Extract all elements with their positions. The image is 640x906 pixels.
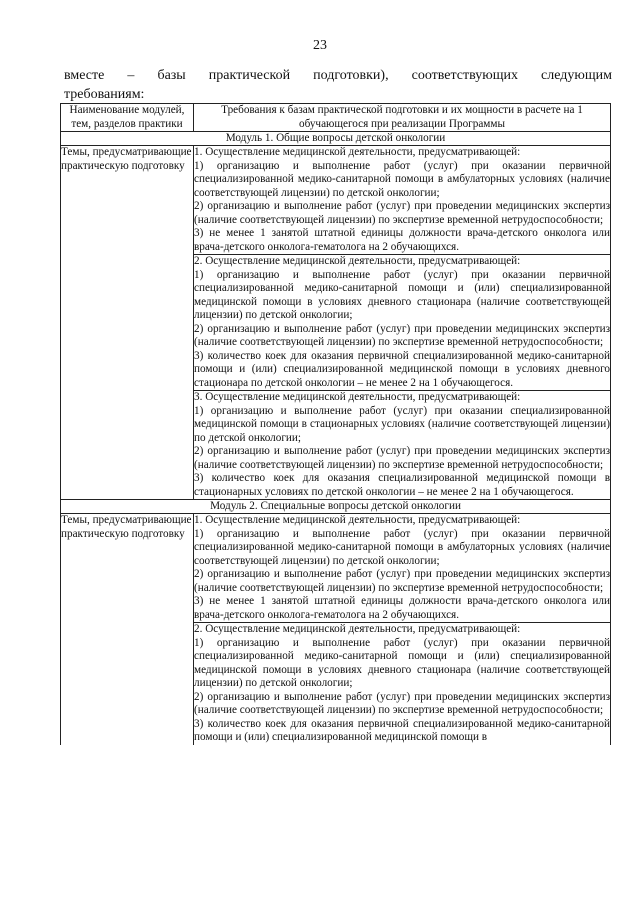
block-line: 3) количество коек для оказания первичной специализированной медико-санитарной помощи и (или) специализированной медицинской помощи в условиях дневного стационара по детской онкологии – не менее 2 на 1 обучающегося. — [194, 349, 610, 389]
module-1-block-1 — [194, 146, 611, 255]
module-1-row — [61, 132, 611, 146]
module-1-block-2 — [194, 255, 611, 391]
table-row — [61, 514, 611, 623]
block-line: 2. Осуществление медицинской деятельности, предусматривающей: — [194, 255, 521, 267]
module-2-title: Модуль 2. Специальные вопросы детской онкологии — [61, 500, 611, 514]
block-line: 3) количество коек для оказания первичной специализированной медико-санитарной помощи и (или) специализированной медицинской помощи в — [194, 717, 610, 743]
block-line: 3) количество коек для оказания специализированной медицинской помощи в стационарных условиях по детской онкологии – не менее 2 на 1 обучающегося. — [194, 472, 610, 498]
intro-line-2: требованиям: — [64, 87, 145, 102]
block-line: 1) организацию и выполнение работ (услуг) при оказании первичной специализированной медико-санитарной помощи и (или) специализированной медицинской помощи в условиях дневного стационара (наличие соответствующей лицензии) по детской онкологии; — [194, 268, 610, 321]
block-line: 1. Осуществление медицинской деятельности, предусматривающей: — [194, 514, 521, 526]
block-line: 2) организацию и выполнение работ (услуг) при проведении медицинских экспертиз (наличие соответствующей лицензии) по экспертизе временной нетрудоспособности; — [194, 445, 610, 471]
table-header-row — [61, 104, 611, 132]
block-line: 2) организацию и выполнение работ (услуг) при проведении медицинских экспертиз (наличие соответствующей лицензии) по экспертизе временной нетрудоспособности; — [194, 200, 610, 226]
block-line: 1) организацию и выполнение работ (услуг) при оказании специализированной медицинской помощи в стационарных условиях (наличие соответствующей лицензии) по детской онкологии; — [194, 404, 610, 444]
block-line: 3) не менее 1 занятой штатной единицы должности врача-детского онколога или врача-детского онколога-гематолога на 2 обучающихся. — [194, 227, 610, 253]
block-line: 2) организацию и выполнение работ (услуг) при проведении медицинских экспертиз (наличие соответствующей лицензии) по экспертизе временной нетрудоспособности; — [194, 322, 610, 348]
block-line: 2) организацию и выполнение работ (услуг) при проведении медицинских экспертиз (наличие соответствующей лицензии) по экспертизе временной нетрудоспособности; — [194, 690, 610, 716]
module-2-topic: Темы, предусматривающие практическую подготовку — [61, 514, 194, 745]
table-row — [61, 146, 611, 255]
block-line: 1. Осуществление медицинской деятельности, предусматривающей: — [194, 146, 521, 158]
header-modules: Наименование модулей, тем, разделов практики — [61, 104, 194, 132]
block-line: 1) организацию и выполнение работ (услуг) при оказании первичной специализированной медико-санитарной помощи в амбулаторных условиях (наличие соответствующей лицензии) по детской онкологии; — [194, 527, 610, 567]
requirements-table — [60, 103, 611, 745]
module-2-row — [61, 500, 611, 514]
block-line: 1) организацию и выполнение работ (услуг) при оказании первичной специализированной медико-санитарной помощи и (или) специализированной медицинской помощи в условиях дневного стационара (наличие соответствующей лицензии) по детской онкологии; — [194, 636, 610, 689]
intro-line-1: вместе – базы практической подготовки), соответствующих следующим — [64, 68, 612, 83]
block-line: 2) организацию и выполнение работ (услуг) при проведении медицинских экспертиз (наличие соответствующей лицензии) по экспертизе временной нетрудоспособности; — [194, 568, 610, 594]
module-1-block-3 — [194, 391, 611, 500]
header-requirements: Требования к базам практической подготовки и их мощности в расчете на 1 обучающегося при реализации Программы — [194, 104, 611, 132]
module-2-block-2 — [194, 623, 611, 745]
module-1-topic: Темы, предусматривающие практическую подготовку — [61, 146, 194, 500]
page-number: 23 — [313, 38, 327, 53]
block-line: 1) организацию и выполнение работ (услуг) при оказании первичной специализированной медико-санитарной помощи в амбулаторных условиях (наличие соответствующей лицензии) по детской онкологии; — [194, 159, 610, 199]
module-2-block-1 — [194, 514, 611, 623]
block-line: 2. Осуществление медицинской деятельности, предусматривающей: — [194, 623, 521, 635]
block-line: 3. Осуществление медицинской деятельности, предусматривающей: — [194, 391, 521, 403]
block-line: 3) не менее 1 занятой штатной единицы должности врача-детского онколога или врача-детского онколога-гематолога на 2 обучающихся. — [194, 595, 610, 621]
module-1-title: Модуль 1. Общие вопросы детской онкологии — [61, 132, 611, 146]
